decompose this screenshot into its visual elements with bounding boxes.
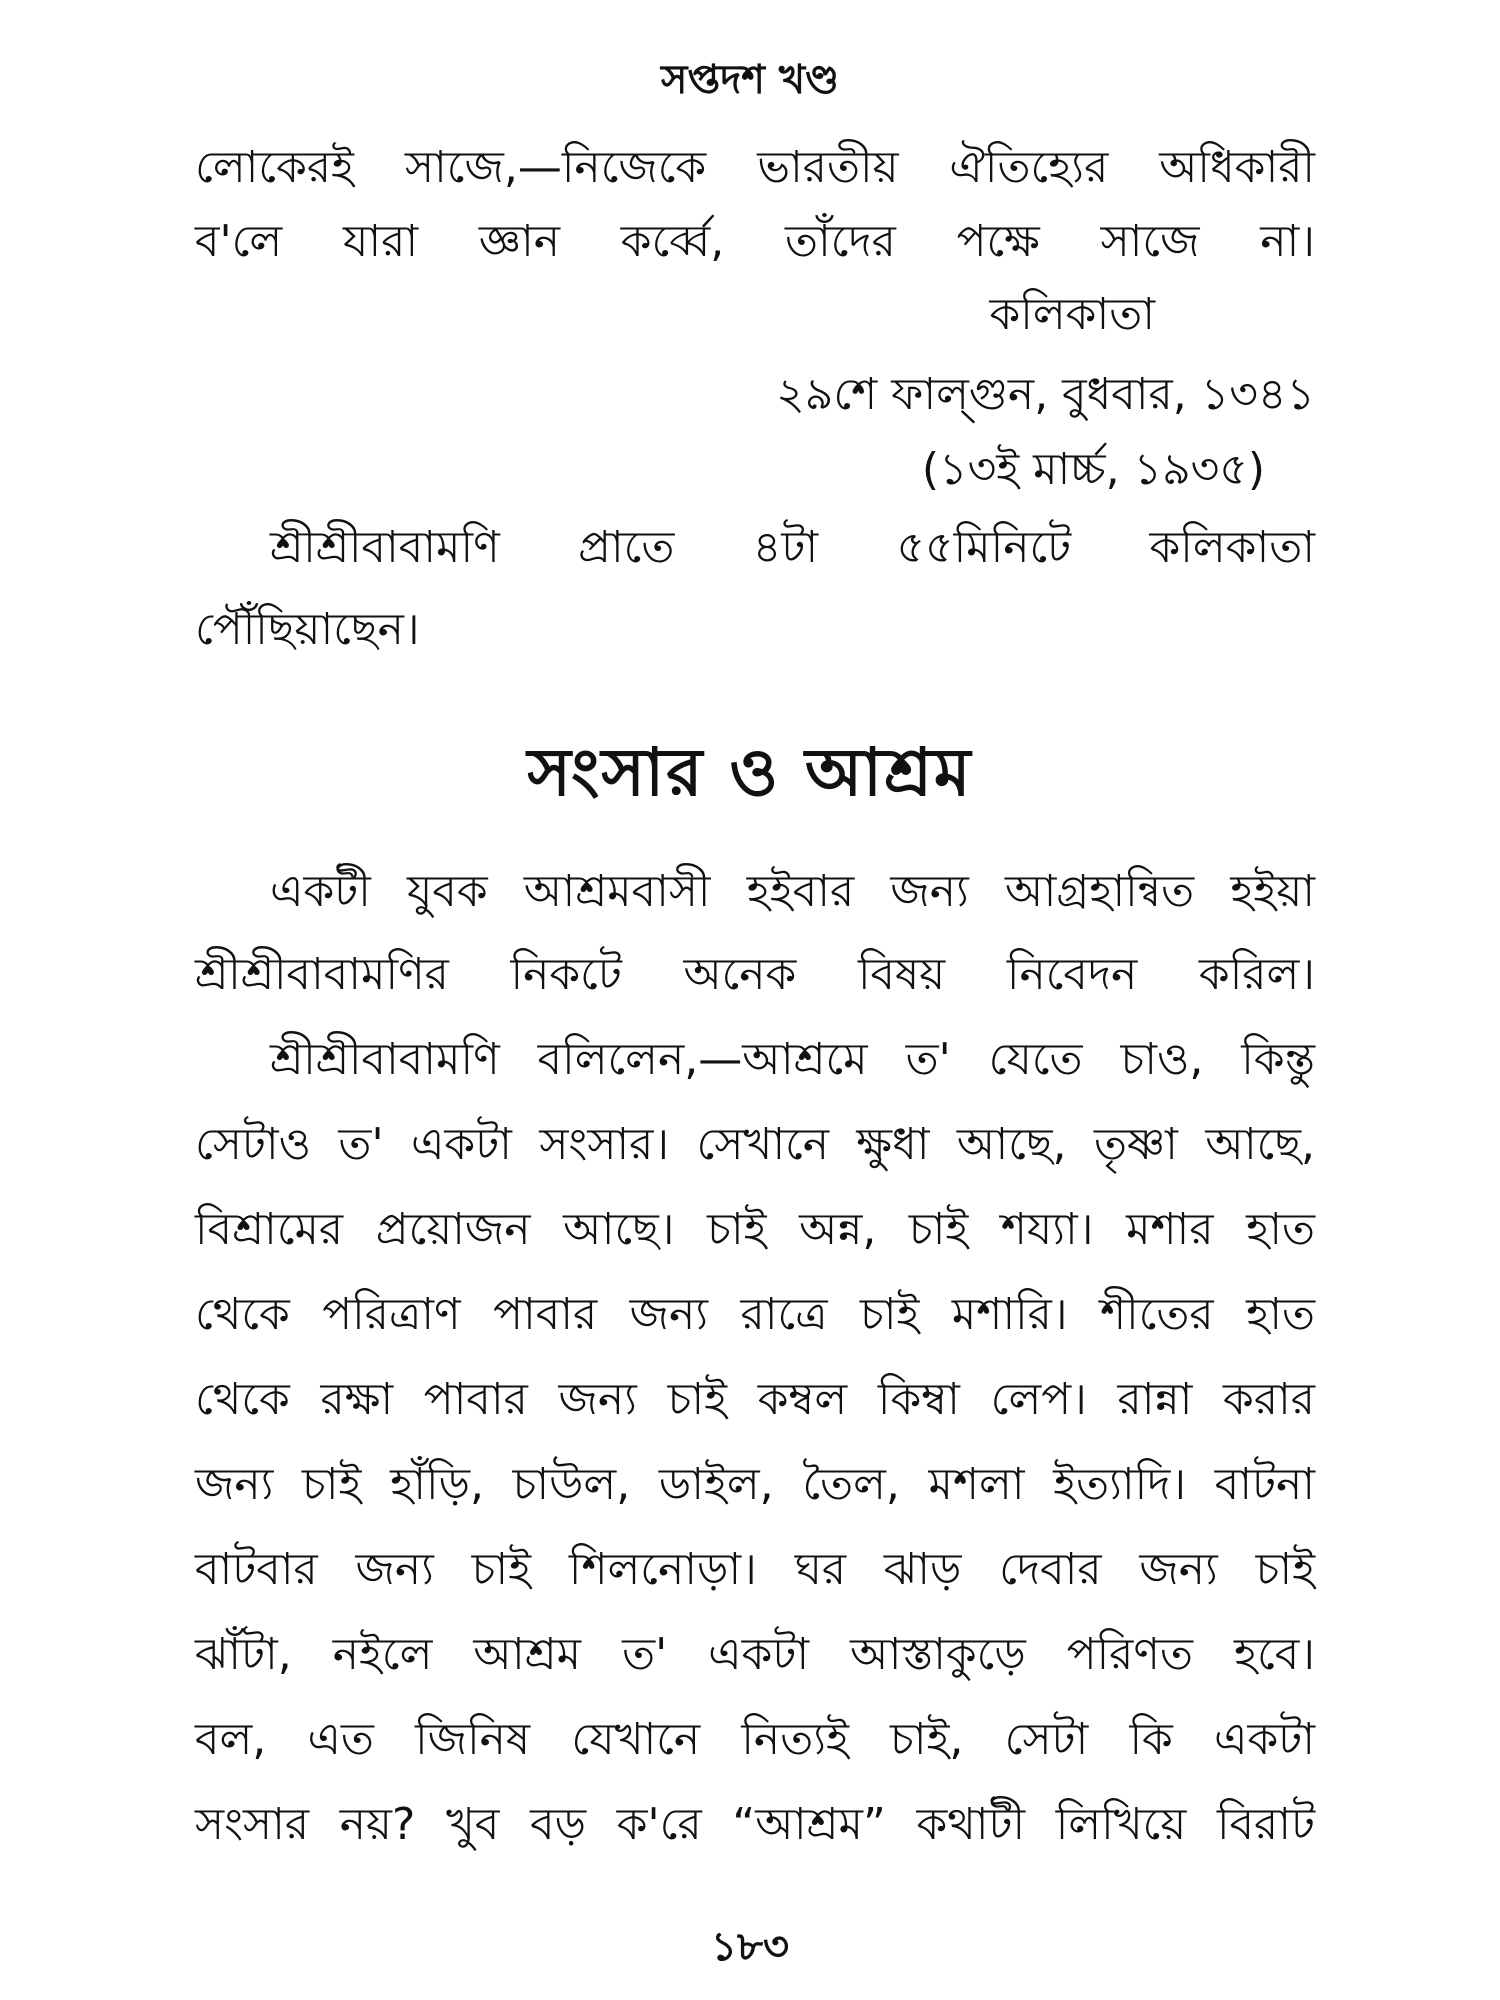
body-line: শ্রীশ্রীবাবামণির নিকটে অনেক বিষয় নিবেদন করিল। bbox=[195, 949, 1315, 1000]
page-number: ১৮৩ bbox=[711, 1924, 789, 1970]
body-line: শ্রীশ্রীবাবামণি প্রাতে ৪টা ৫৫মিনিটে কলিকাতা bbox=[270, 522, 1315, 573]
body-line: জন্য চাই হাঁড়ি, চাউল, ডাইল, তৈল, মশলা ইত্যাদি। বাটনা bbox=[195, 1459, 1315, 1510]
body-line: সংসার নয়? খুব বড় ক'রে “আশ্রম” কথাটী লিখিয়ে বিরাট bbox=[195, 1799, 1315, 1850]
body-line: বাটবার জন্য চাই শিলনোড়া। ঘর ঝাড় দেবার জন্য চাই bbox=[195, 1544, 1315, 1595]
body-line: থেকে রক্ষা পাবার জন্য চাই কম্বল কিম্বা লেপ। রান্না করার bbox=[195, 1374, 1315, 1425]
section-title: সংসার ও আশ্রম bbox=[527, 734, 973, 811]
body-line: পৌঁছিয়াছেন। bbox=[195, 604, 420, 655]
body-line: ঝাঁটা, নইলে আশ্রম ত' একটা আস্তাকুড়ে পরিণত হবে। bbox=[195, 1629, 1315, 1680]
body-line: থেকে পরিত্রাণ পাবার জন্য রাত্রে চাই মশারি। শীতের হাত bbox=[195, 1289, 1315, 1340]
body-line: বিশ্রামের প্রয়োজন আছে। চাই অন্ন, চাই শয্যা। মশার হাত bbox=[195, 1204, 1315, 1255]
body-line: লোকেরই সাজে,—নিজেকে ভারতীয় ঐতিহ্যের অধিকারী bbox=[195, 142, 1315, 193]
body-line: শ্রীশ্রীবাবামণি বলিলেন,—আশ্রমে ত' যেতে চাও, কিন্তু bbox=[270, 1034, 1315, 1085]
body-line: ব'লে যারা জ্ঞান কর্ব্বে, তাঁদের পক্ষে সাজে না। bbox=[195, 216, 1315, 267]
dateline-place: কলিকাতা bbox=[989, 289, 1155, 340]
dateline-date-gregorian: (১৩ই মার্চ্চ, ১৯৩৫) bbox=[921, 444, 1265, 495]
body-line: একটী যুবক আশ্রমবাসী হইবার জন্য আগ্রহান্বিত হইয়া bbox=[270, 866, 1315, 917]
dateline-date: ২৯শে ফাল্গুন, বুধবার, ১৩৪১ bbox=[776, 369, 1315, 420]
body-line: বল, এত জিনিষ যেখানে নিত্যই চাই, সেটা কি একটা bbox=[195, 1714, 1315, 1765]
body-line: সেটাও ত' একটা সংসার। সেখানে ক্ষুধা আছে, তৃষ্ণা আছে, bbox=[195, 1119, 1315, 1170]
running-header: সপ্তদশ খণ্ড bbox=[660, 57, 840, 103]
